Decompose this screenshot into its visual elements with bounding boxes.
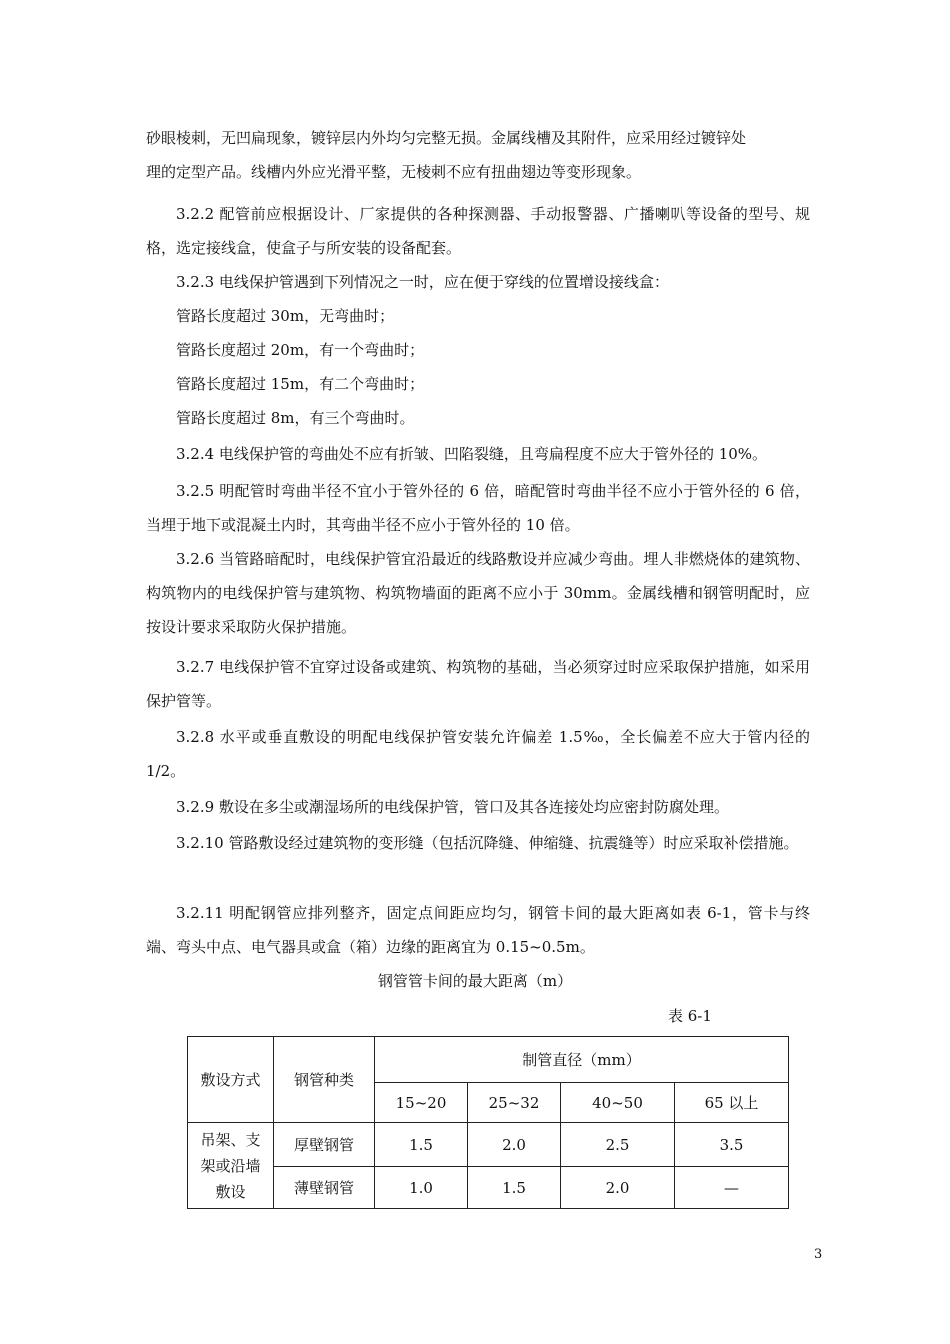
method-line: 敷设 <box>215 1182 246 1201</box>
section-3-2-4: 3.2.4 电线保护管的弯曲处不应有折皱、凹陷裂缝，且弯扁程度不应大于管外径的 10%。 <box>176 445 768 463</box>
header-method: 敷设方式 <box>188 1037 274 1123</box>
list-item: 管路长度超过 20m，有一个弯曲时； <box>176 341 425 359</box>
page-number: 3 <box>814 1247 823 1262</box>
diameter-header: 40~50 <box>561 1083 675 1123</box>
table-row <box>188 1123 789 1167</box>
header-pipe-type: 钢管种类 <box>274 1037 375 1123</box>
list-item: 管路长度超过 8m，有三个弯曲时。 <box>176 409 415 427</box>
value-cell: 1.0 <box>375 1167 468 1209</box>
value-cell: 1.5 <box>468 1167 561 1209</box>
section-3-2-6: 3.2.6 当管路暗配时，电线保护管宜沿最近的线路敷设并应减少弯曲。埋人非燃烧体的建筑物、构筑物内的电线保护管与建筑物、构筑物墙面的距离不应小于 30mm。金属线槽和钢管明配时，应按设计要求采取防火保护措施。 <box>146 550 810 636</box>
section-3-2-8: 3.2.8 水平或垂直敷设的明配电线保护管安装允许偏差 1.5‰，全长偏差不应大于管内径的 1/2。 <box>146 728 810 780</box>
pipe-type-cell: 厚壁钢管 <box>274 1123 375 1167</box>
paragraph-line: 理的定型产品。线槽内外应光滑平整，无棱刺不应有扭曲翅边等变形现象。 <box>146 163 642 181</box>
paragraph-line: 砂眼棱刺，无凹扁现象，镀锌层内外均匀完整无损。金属线槽及其附件，应采用经过镀锌处 <box>146 129 747 147</box>
diameter-header: 15~20 <box>375 1083 468 1123</box>
value-cell: 2.5 <box>561 1123 675 1167</box>
section-3-2-2: 3.2.2 配管前应根据设计、厂家提供的各种探测器、手动报警器、广播喇叭等设备的型号、规格，选定接线盒，使盒子与所安装的设备配套。 <box>146 205 810 257</box>
method-cell <box>188 1123 274 1209</box>
value-cell: 2.0 <box>561 1167 675 1209</box>
section-3-2-9: 3.2.9 敷设在多尘或潮湿场所的电线保护管，管口及其各连接处均应密封防腐处理。 <box>176 798 729 816</box>
section-3-2-5: 3.2.5 明配管时弯曲半径不宜小于管外径的 6 倍，暗配管时弯曲半径不应小于管外径的 6 倍，当埋于地下或混凝土内时，其弯曲半径不应小于管外径的 10 倍。 <box>146 482 810 534</box>
list-item: 管路长度超过 30m，无弯曲时； <box>176 307 395 325</box>
table-caption: 钢管管卡间的最大距离（m） <box>377 972 573 990</box>
table-number: 表 6-1 <box>668 1007 712 1025</box>
section-3-2-3: 3.2.3 电线保护管遇到下列情况之一时，应在便于穿线的位置增设接线盒： <box>176 273 669 291</box>
header-diameter: 制管直径（mm） <box>375 1037 789 1083</box>
method-line: 架或沿墙 <box>200 1156 261 1175</box>
value-cell: 3.5 <box>675 1123 789 1167</box>
method-line: 吊架、支 <box>200 1130 261 1149</box>
section-3-2-11: 3.2.11 明配钢管应排列整齐，固定点间距应均匀，钢管卡间的最大距离如表 6-1，管卡与终端、弯头中点、电气器具或盒（箱）边缘的距离宜为 0.15~0.5m。 <box>146 904 810 956</box>
table-row <box>188 1167 789 1209</box>
value-cell: 1.5 <box>375 1123 468 1167</box>
section-3-2-7: 3.2.7 电线保护管不宜穿过设备或建筑、构筑物的基础，当必须穿过时应采取保护措施，如采用保护管等。 <box>146 658 810 710</box>
pipe-type-cell: 薄壁钢管 <box>274 1167 375 1209</box>
spacing-table <box>187 1036 789 1209</box>
diameter-header: 25~32 <box>468 1083 561 1123</box>
list-item: 管路长度超过 15m，有二个弯曲时； <box>176 375 425 393</box>
value-cell: — <box>675 1167 789 1209</box>
section-3-2-10: 3.2.10 管路敷设经过建筑物的变形缝（包括沉降缝、伸缩缝、抗震缝等）时应采取补偿措施。 <box>176 834 799 852</box>
value-cell: 2.0 <box>468 1123 561 1167</box>
diameter-header: 65 以上 <box>675 1083 789 1123</box>
